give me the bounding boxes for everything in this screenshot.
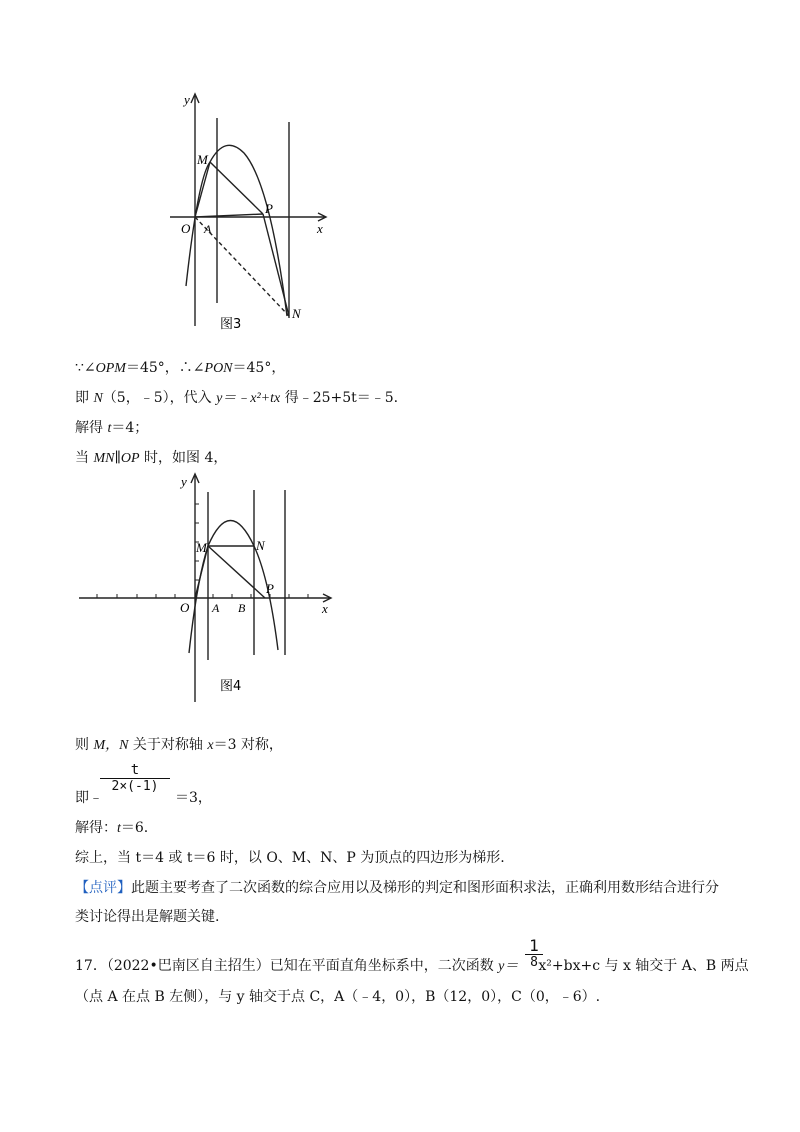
comment-tag: 【点评】 <box>75 880 131 896</box>
svg-text:M: M <box>196 540 207 555</box>
svg-text:A: A <box>212 601 220 615</box>
segment-mp <box>208 546 265 598</box>
svg-text:y: y <box>184 92 190 107</box>
svg-text:A: A <box>204 222 212 236</box>
line-solve-t4: 解得 t＝4； <box>75 420 149 436</box>
svg-text:P: P <box>265 201 273 216</box>
figure-4-caption: 图4 <box>220 679 242 694</box>
question-17-line-2: （点 A 在点 B 左侧），与 y 轴交于点 C，A（﹣4，0），B（12，0），C（0，﹣6）. <box>75 989 601 1005</box>
parabola-curve <box>186 145 287 316</box>
line-angle-opm: ∵∠OPM＝45°，∴∠PON＝45°， <box>75 360 286 376</box>
segment-om <box>195 162 210 217</box>
line-vertex-formula: 即﹣ ＝3， <box>75 790 212 806</box>
line-solve-t6: 解得：t＝6. <box>75 820 149 836</box>
svg-text:y: y <box>181 474 187 489</box>
figure-3 <box>150 88 340 333</box>
segment-pn <box>263 214 289 316</box>
fraction-one-eighth: 1 8 <box>525 937 543 970</box>
line-symmetry-axis: 则 M，N 关于对称轴 x＝3 对称， <box>75 737 283 753</box>
line-conclusion: 综上，当 t＝4 或 t＝6 时，以 O、M、N、P 为顶点的四边形为梯形. <box>75 850 505 866</box>
question-17-line-1: 17．（2022•巴南区自主招生）已知在平面直角坐标系中，二次函数 y＝ x²+bx+c 与 x 轴交于 A、B 两点 <box>75 958 749 974</box>
figure-4 <box>75 470 340 710</box>
svg-text:x: x <box>317 221 323 236</box>
line-case-mn-parallel-op: 当 MN∥OP 时，如图 4， <box>75 450 228 466</box>
svg-text:P: P <box>266 581 274 596</box>
svg-text:x: x <box>322 601 328 616</box>
svg-text:O: O <box>180 600 190 615</box>
comment-line-2: 类讨论得出是解题关键. <box>75 909 220 925</box>
fraction-t-over-2x-1: $\frac{t}{2\times(-1)}$ <box>100 762 170 795</box>
svg-text:M: M <box>197 152 208 167</box>
svg-text:B: B <box>238 601 246 615</box>
svg-text:N: N <box>256 538 265 553</box>
svg-text:N: N <box>292 306 301 321</box>
svg-text:O: O <box>181 221 191 236</box>
line-substitute-n: 即 N（5，﹣5），代入 y＝﹣x²+tx 得﹣25+5t＝﹣5. <box>75 390 399 406</box>
figure-3-caption: 图3 <box>220 317 242 332</box>
comment-line-1: 【点评】此题主要考查了二次函数的综合应用以及梯形的判定和图形面积求法，正确利用数形结合进行分 <box>75 880 719 896</box>
